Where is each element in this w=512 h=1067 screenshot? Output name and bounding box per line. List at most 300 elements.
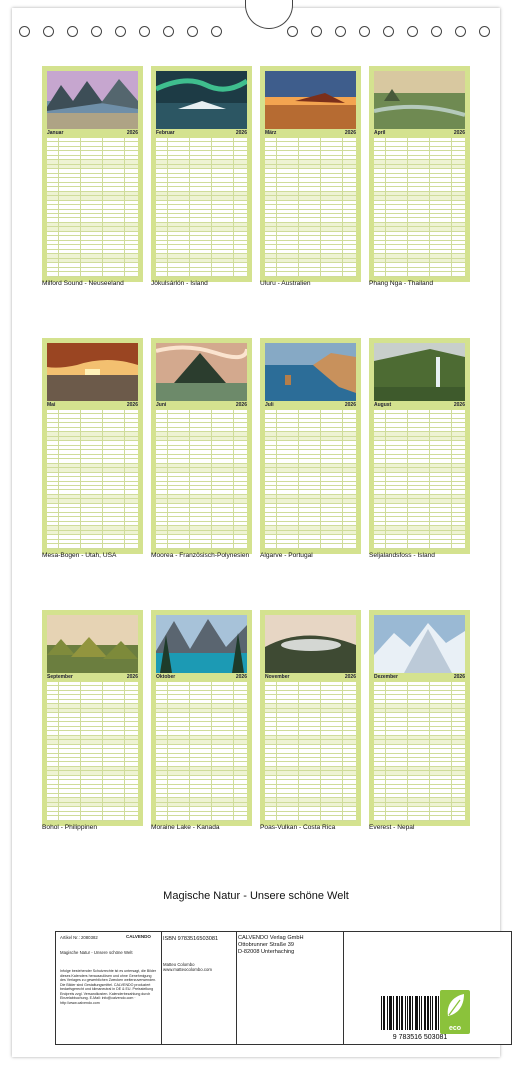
day-cell	[386, 736, 408, 739]
day-cell	[47, 147, 59, 150]
day-cell	[374, 428, 386, 431]
day-cell	[59, 441, 81, 444]
day-cell	[299, 196, 321, 199]
day-cell	[386, 227, 408, 230]
binding-hole	[163, 26, 174, 37]
day-cell	[81, 160, 103, 163]
day-cell	[386, 490, 408, 493]
day-cell	[408, 513, 430, 516]
day-cell	[81, 227, 103, 230]
day-cell	[103, 517, 125, 520]
barcode-bar	[412, 996, 413, 1030]
day-cell	[47, 499, 59, 502]
day-cell	[81, 812, 103, 815]
day-cell	[59, 223, 81, 226]
day-cell	[156, 504, 168, 507]
day-cell	[212, 544, 234, 547]
day-cell	[103, 785, 125, 788]
day-cell	[321, 807, 343, 810]
day-cell	[374, 490, 386, 493]
day-cell	[103, 272, 125, 275]
day-cell	[430, 464, 452, 467]
day-cell	[430, 419, 452, 422]
day-cell	[59, 428, 81, 431]
day-cell	[190, 151, 212, 154]
day-row	[265, 544, 356, 548]
day-cell	[430, 178, 452, 181]
day-cell	[59, 704, 81, 707]
month-name: Juni	[156, 402, 167, 408]
day-cell	[374, 236, 386, 239]
day-cell	[190, 767, 212, 770]
barcode-bar	[438, 996, 439, 1030]
day-cell	[408, 268, 430, 271]
day-cell	[430, 437, 452, 440]
day-cell	[156, 268, 168, 271]
day-cell	[430, 490, 452, 493]
day-cell	[190, 522, 212, 525]
day-cell	[59, 473, 81, 476]
day-cell	[299, 499, 321, 502]
day-cell	[59, 138, 81, 141]
day-cell	[430, 789, 452, 792]
day-cell	[212, 709, 234, 712]
month-photo	[374, 71, 465, 129]
day-cell	[321, 499, 343, 502]
day-cell	[81, 798, 103, 801]
day-cell	[321, 147, 343, 150]
day-cell	[59, 526, 81, 529]
day-cell	[81, 459, 103, 462]
day-cell	[265, 205, 277, 208]
day-cell	[103, 232, 125, 235]
day-cell	[299, 263, 321, 266]
day-cell	[47, 686, 59, 689]
day-cell	[103, 446, 125, 449]
eco-badge	[440, 990, 470, 1034]
day-cell	[81, 482, 103, 485]
day-cell	[47, 263, 59, 266]
day-cell	[103, 794, 125, 797]
day-cell	[156, 432, 168, 435]
day-cell	[190, 232, 212, 235]
day-cell	[321, 745, 343, 748]
day-cell	[430, 142, 452, 145]
day-cell	[81, 245, 103, 248]
day-cell	[277, 513, 299, 516]
day-cell	[47, 138, 59, 141]
day-cell	[299, 718, 321, 721]
article-number: Artikel Nr.: 2080382	[60, 935, 98, 940]
day-cell	[156, 183, 168, 186]
day-cell	[81, 236, 103, 239]
day-cell	[374, 201, 386, 204]
day-cell	[265, 513, 277, 516]
day-cell	[47, 495, 59, 498]
day-cell	[156, 700, 168, 703]
day-cell	[190, 535, 212, 538]
day-cell	[265, 816, 277, 819]
day-cell	[299, 780, 321, 783]
day-row	[265, 272, 356, 276]
day-cell	[190, 758, 212, 761]
day-cell	[321, 160, 343, 163]
day-cell	[277, 482, 299, 485]
day-cell	[430, 544, 452, 547]
day-cell	[374, 709, 386, 712]
day-cell	[168, 736, 190, 739]
day-cell	[408, 540, 430, 543]
month-day-grid	[156, 682, 247, 821]
day-cell	[212, 713, 234, 716]
day-cell	[168, 499, 190, 502]
day-cell	[430, 709, 452, 712]
day-cell	[47, 482, 59, 485]
day-cell	[265, 236, 277, 239]
day-cell	[386, 513, 408, 516]
binding-hole	[211, 26, 222, 37]
day-cell	[265, 731, 277, 734]
day-cell	[47, 165, 59, 168]
day-cell	[374, 508, 386, 511]
day-cell	[408, 490, 430, 493]
day-cell	[47, 691, 59, 694]
day-cell	[386, 241, 408, 244]
day-cell	[212, 736, 234, 739]
day-cell	[81, 196, 103, 199]
day-cell	[190, 441, 212, 444]
day-cell	[156, 218, 168, 221]
day-cell	[103, 259, 125, 262]
day-cell	[265, 147, 277, 150]
day-cell	[212, 245, 234, 248]
month-day-grid	[265, 138, 356, 277]
day-cell	[299, 762, 321, 765]
day-cell	[321, 218, 343, 221]
day-cell	[321, 789, 343, 792]
day-cell	[47, 754, 59, 757]
day-cell	[386, 473, 408, 476]
day-cell	[408, 731, 430, 734]
eco-label: eco	[448, 1025, 462, 1032]
photo-caption: Phang Nga - Thailand	[369, 280, 434, 287]
day-cell	[212, 428, 234, 431]
day-cell	[168, 151, 190, 154]
day-cell	[430, 196, 452, 199]
day-cell	[374, 718, 386, 721]
day-cell	[81, 446, 103, 449]
day-cell	[299, 812, 321, 815]
month-header	[374, 130, 465, 137]
day-cell	[47, 174, 59, 177]
day-cell	[299, 754, 321, 757]
month-name: Juli	[265, 402, 274, 408]
day-cell	[212, 812, 234, 815]
day-cell	[156, 205, 168, 208]
day-cell	[374, 495, 386, 498]
day-cell	[277, 762, 299, 765]
day-cell	[277, 682, 299, 685]
day-cell	[265, 762, 277, 765]
binding-hole	[139, 26, 150, 37]
day-cell	[299, 695, 321, 698]
day-row	[47, 544, 138, 548]
day-cell	[59, 745, 81, 748]
day-cell	[408, 526, 430, 529]
day-cell	[374, 776, 386, 779]
day-cell	[190, 156, 212, 159]
day-cell	[430, 410, 452, 413]
day-cell	[277, 740, 299, 743]
day-cell	[265, 432, 277, 435]
day-cell	[59, 754, 81, 757]
day-cell	[103, 428, 125, 431]
day-cell	[156, 709, 168, 712]
day-cell	[374, 504, 386, 507]
day-cell	[103, 767, 125, 770]
day-cell	[212, 794, 234, 797]
day-cell	[81, 241, 103, 244]
day-cell	[212, 789, 234, 792]
day-cell	[59, 803, 81, 806]
day-cell	[47, 473, 59, 476]
day-cell	[212, 767, 234, 770]
day-cell	[47, 736, 59, 739]
day-cell	[299, 691, 321, 694]
day-cell	[408, 682, 430, 685]
day-cell	[321, 754, 343, 757]
day-cell	[168, 455, 190, 458]
day-cell	[374, 531, 386, 534]
day-cell	[386, 459, 408, 462]
day-cell	[103, 455, 125, 458]
day-cell	[103, 731, 125, 734]
day-cell	[212, 468, 234, 471]
day-cell	[168, 156, 190, 159]
day-cell	[408, 245, 430, 248]
day-cell	[212, 513, 234, 516]
day-cell	[299, 785, 321, 788]
day-cell	[59, 517, 81, 520]
day-cell	[374, 455, 386, 458]
day-cell	[190, 789, 212, 792]
day-cell	[265, 165, 277, 168]
day-cell	[47, 227, 59, 230]
day-cell	[321, 263, 343, 266]
day-cell	[168, 468, 190, 471]
day-cell	[277, 437, 299, 440]
barcode-bar	[405, 996, 406, 1030]
day-cell	[59, 414, 81, 417]
day-cell	[47, 812, 59, 815]
day-cell	[299, 522, 321, 525]
day-cell	[265, 210, 277, 213]
day-cell	[265, 455, 277, 458]
day-cell	[212, 754, 234, 757]
day-cell	[299, 700, 321, 703]
day-cell	[386, 214, 408, 217]
day-cell	[386, 250, 408, 253]
day-cell	[212, 459, 234, 462]
day-cell	[47, 709, 59, 712]
day-cell	[321, 718, 343, 721]
day-cell	[59, 776, 81, 779]
day-cell	[386, 722, 408, 725]
day-cell	[277, 272, 299, 275]
day-cell	[190, 223, 212, 226]
day-cell	[321, 227, 343, 230]
day-cell	[47, 218, 59, 221]
day-cell	[103, 414, 125, 417]
day-cell	[103, 535, 125, 538]
day-cell	[156, 718, 168, 721]
day-row	[156, 816, 247, 820]
day-cell	[299, 776, 321, 779]
day-cell	[47, 464, 59, 467]
day-cell	[47, 419, 59, 422]
day-cell	[190, 268, 212, 271]
month-card	[260, 338, 361, 554]
day-cell	[81, 749, 103, 752]
day-cell	[81, 214, 103, 217]
day-cell	[59, 147, 81, 150]
day-cell	[386, 482, 408, 485]
day-cell	[277, 789, 299, 792]
day-cell	[47, 178, 59, 181]
day-cell	[103, 749, 125, 752]
day-cell	[430, 758, 452, 761]
day-cell	[430, 268, 452, 271]
day-cell	[47, 798, 59, 801]
day-cell	[277, 165, 299, 168]
day-cell	[212, 446, 234, 449]
month-card	[42, 66, 143, 282]
publisher-street: Ottobrunner Straße 39	[238, 942, 294, 948]
day-cell	[299, 771, 321, 774]
day-cell	[265, 232, 277, 235]
day-cell	[265, 437, 277, 440]
month-card	[151, 66, 252, 282]
month-header	[156, 402, 247, 409]
day-cell	[103, 526, 125, 529]
day-cell	[190, 794, 212, 797]
day-cell	[374, 695, 386, 698]
day-cell	[321, 174, 343, 177]
day-cell	[408, 477, 430, 480]
day-cell	[212, 776, 234, 779]
day-cell	[168, 495, 190, 498]
day-cell	[321, 803, 343, 806]
day-cell	[321, 259, 343, 262]
day-cell	[59, 758, 81, 761]
day-cell	[59, 513, 81, 516]
day-cell	[408, 531, 430, 534]
day-cell	[103, 812, 125, 815]
day-cell	[299, 223, 321, 226]
day-cell	[277, 160, 299, 163]
day-cell	[103, 754, 125, 757]
day-cell	[277, 709, 299, 712]
day-cell	[212, 450, 234, 453]
day-cell	[265, 468, 277, 471]
day-cell	[103, 254, 125, 257]
binding-hole	[187, 26, 198, 37]
day-cell	[59, 495, 81, 498]
day-cell	[321, 812, 343, 815]
day-cell	[430, 495, 452, 498]
day-cell	[386, 771, 408, 774]
day-cell	[430, 508, 452, 511]
month-name: Mai	[47, 402, 56, 408]
day-cell	[265, 174, 277, 177]
day-cell	[265, 241, 277, 244]
day-cell	[47, 142, 59, 145]
day-cell	[386, 455, 408, 458]
day-cell	[59, 214, 81, 217]
day-cell	[299, 259, 321, 262]
day-cell	[59, 419, 81, 422]
day-cell	[386, 151, 408, 154]
day-cell	[59, 522, 81, 525]
day-cell	[386, 138, 408, 141]
day-cell	[81, 151, 103, 154]
day-cell	[277, 758, 299, 761]
month-year: 2026	[453, 402, 465, 408]
day-cell	[374, 722, 386, 725]
day-cell	[277, 414, 299, 417]
day-cell	[212, 526, 234, 529]
day-cell	[103, 187, 125, 190]
day-cell	[103, 241, 125, 244]
day-cell	[47, 540, 59, 543]
day-cell	[430, 718, 452, 721]
day-cell	[374, 513, 386, 516]
day-cell	[265, 414, 277, 417]
day-cell	[374, 174, 386, 177]
day-cell	[277, 201, 299, 204]
day-cell	[168, 794, 190, 797]
day-cell	[156, 495, 168, 498]
day-cell	[430, 745, 452, 748]
day-cell	[265, 504, 277, 507]
day-cell	[81, 414, 103, 417]
month-year: 2026	[344, 130, 356, 136]
day-cell	[190, 482, 212, 485]
day-cell	[47, 414, 59, 417]
day-cell	[47, 695, 59, 698]
day-cell	[81, 794, 103, 797]
day-cell	[386, 236, 408, 239]
day-cell	[277, 490, 299, 493]
day-cell	[430, 210, 452, 213]
month-card	[260, 66, 361, 282]
author: Matteo Colombo	[163, 962, 195, 967]
day-cell	[81, 232, 103, 235]
day-cell	[277, 227, 299, 230]
day-cell	[156, 722, 168, 725]
day-cell	[103, 695, 125, 698]
day-cell	[299, 713, 321, 716]
day-cell	[430, 722, 452, 725]
day-cell	[299, 160, 321, 163]
day-cell	[47, 785, 59, 788]
day-cell	[156, 423, 168, 426]
day-cell	[59, 798, 81, 801]
day-cell	[277, 174, 299, 177]
day-cell	[408, 736, 430, 739]
day-cell	[265, 508, 277, 511]
day-cell	[430, 183, 452, 186]
